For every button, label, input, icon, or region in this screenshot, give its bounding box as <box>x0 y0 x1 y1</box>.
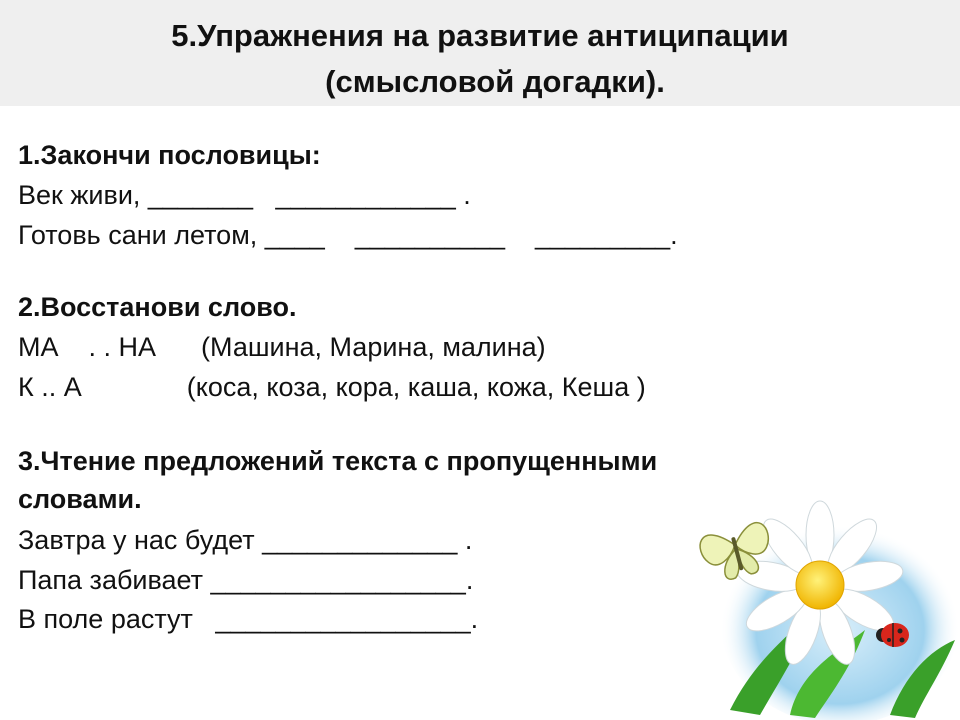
slide-title-line2: (смысловой догадки). <box>325 64 665 99</box>
section3-heading-line1: 3.Чтение предложений текста с пропущенными <box>18 446 658 476</box>
slide-title-line1: 5.Упражнения на развитие антиципации <box>171 18 789 53</box>
proverb-line-1: Век живи, _______ ____________ . <box>18 180 471 210</box>
daisy-illustration <box>690 480 960 720</box>
proverb-line-2: Готовь сани летом, ____ __________ _________. <box>18 220 678 250</box>
slide-header <box>0 0 960 106</box>
sentence-line-3: В поле растут _________________. <box>18 604 479 634</box>
section2-heading: 2.Восстанови слово. <box>18 292 297 322</box>
word-restore-line-2: К .. А (коса, коза, кора, каша, кожа, Кеша ) <box>18 372 646 402</box>
section3-heading-line2: словами. <box>18 484 142 514</box>
section1-heading: 1.Закончи пословицы: <box>18 140 321 170</box>
sentence-line-1: Завтра у нас будет _____________ . <box>18 525 473 555</box>
word-restore-line-1: МА . . НА (Машина, Марина, малина) <box>18 332 546 362</box>
sentence-line-2: Папа забивает _________________. <box>18 565 474 595</box>
